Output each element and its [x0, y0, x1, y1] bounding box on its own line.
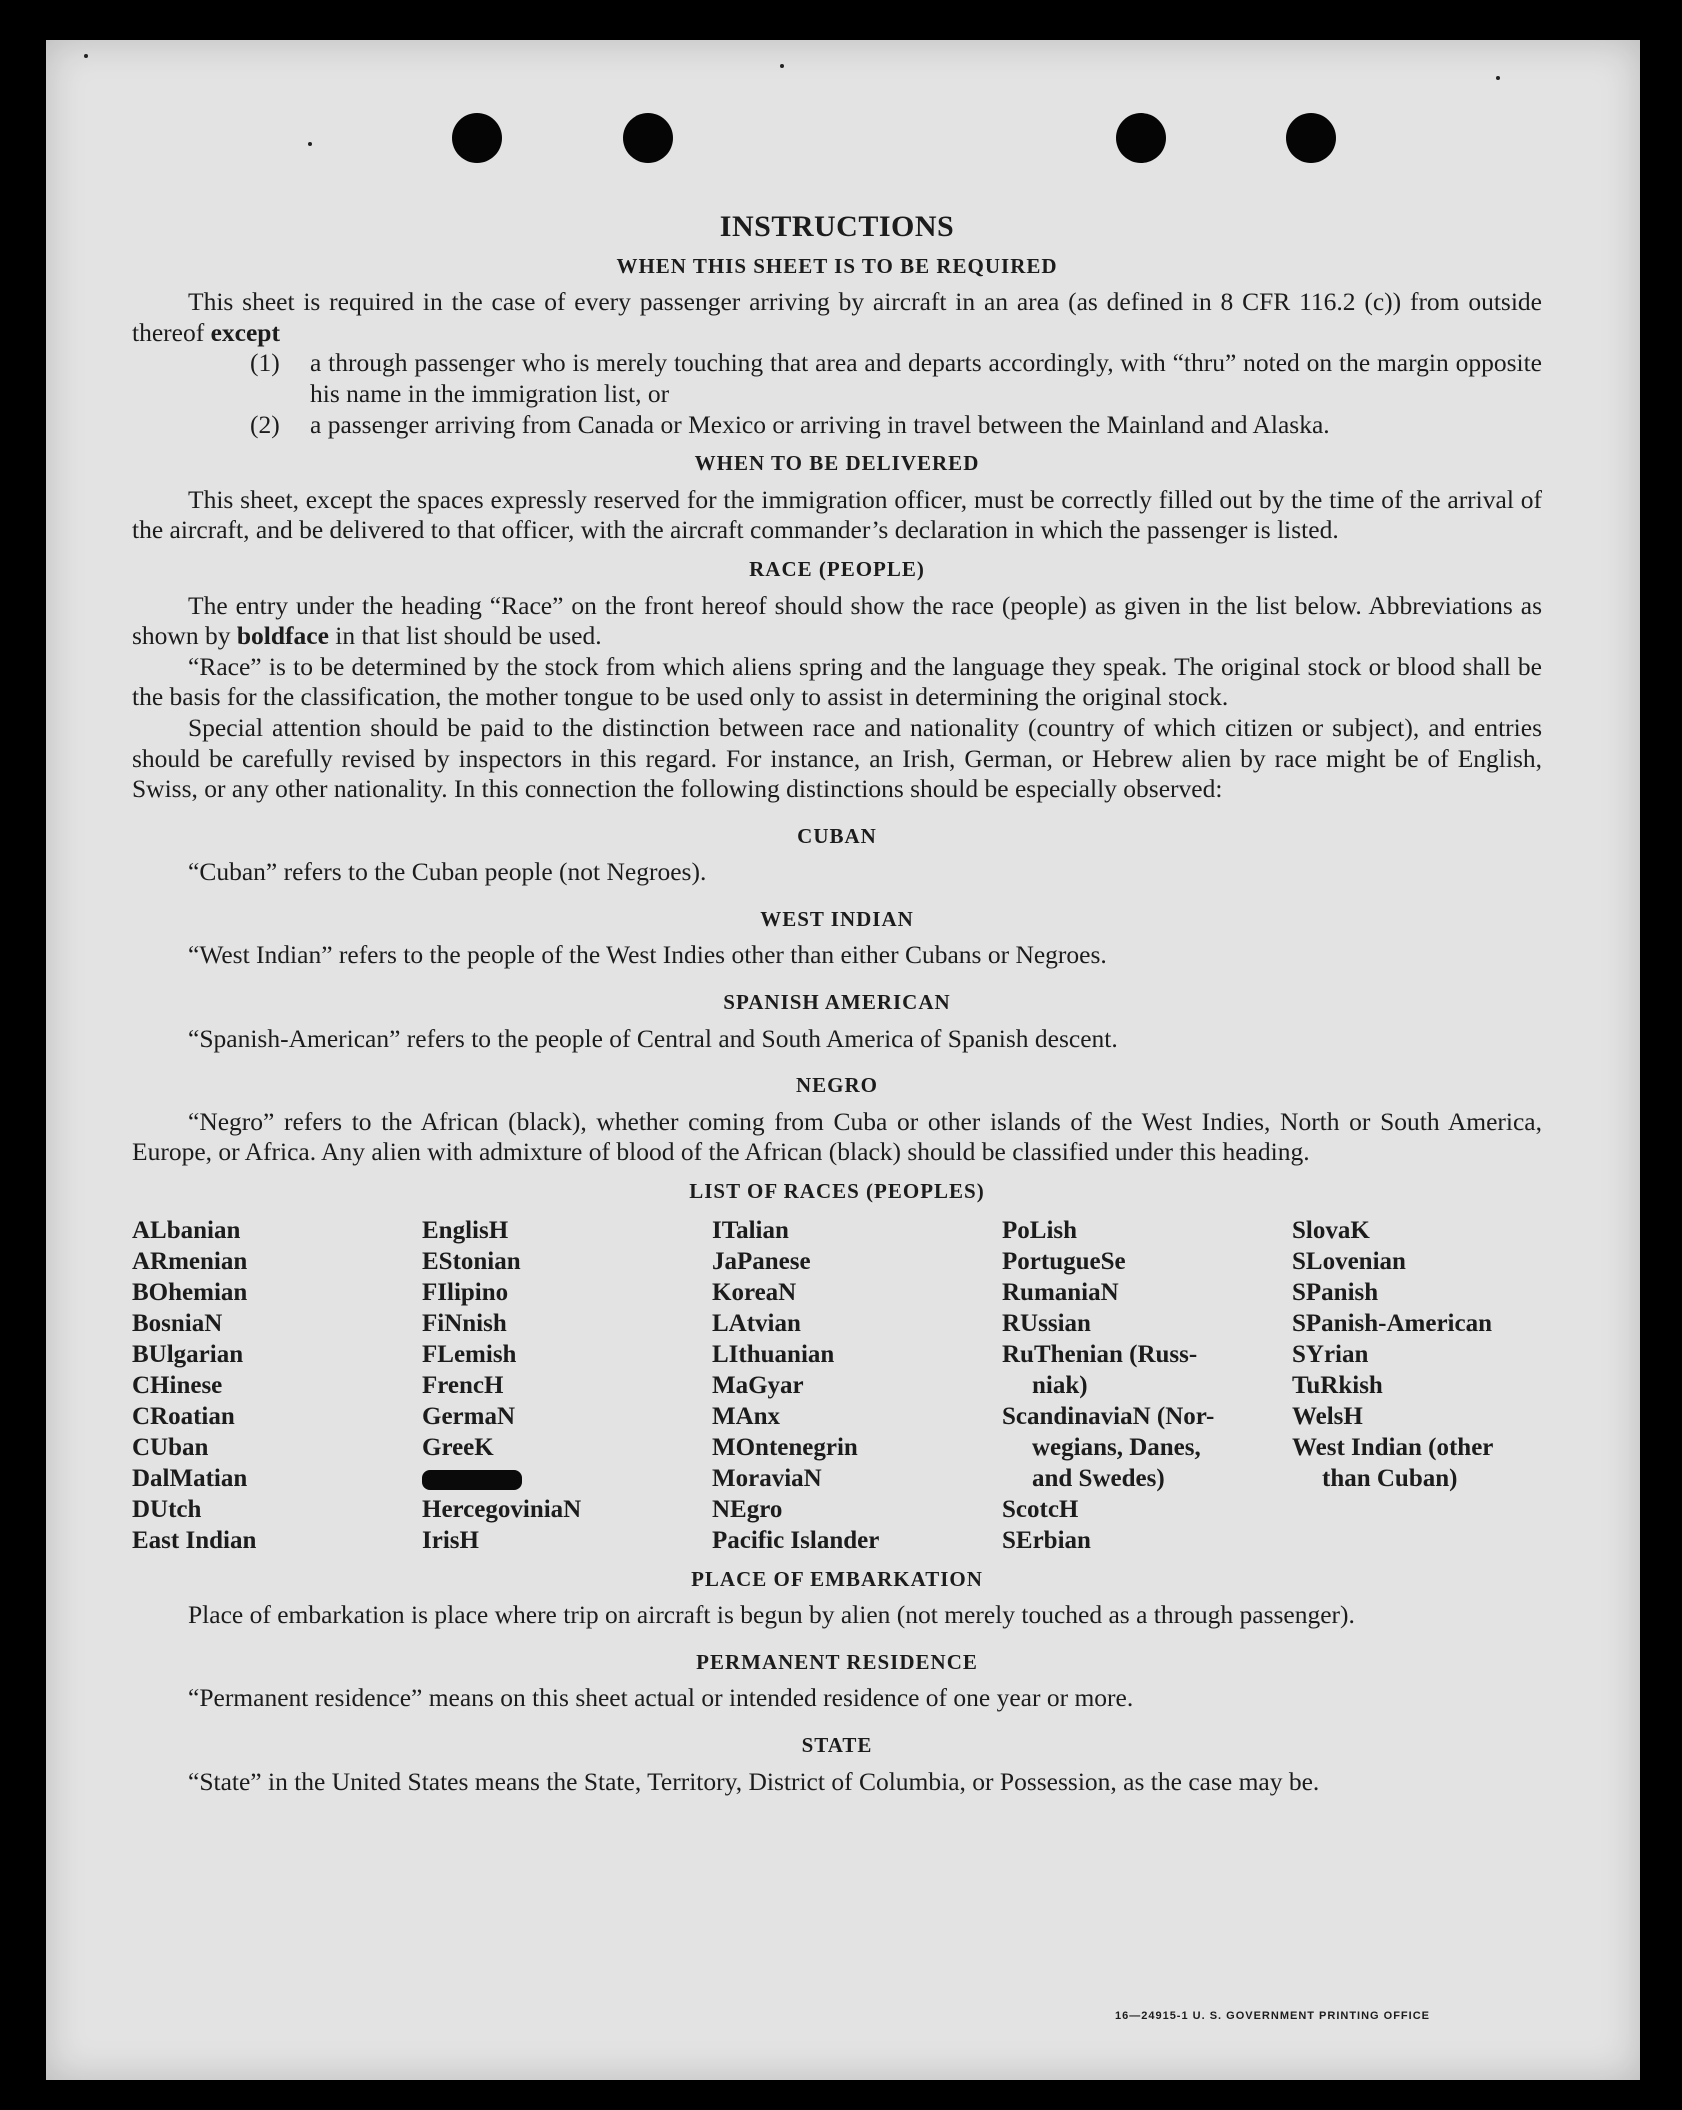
west-indian-text: “West Indian” refers to the people of the West Indies other than either Cubans or Negroes.: [188, 940, 1107, 970]
races-column-3: [712, 1215, 1002, 1556]
race-entry: GreeK: [422, 1433, 494, 1461]
heading-list-of-races: LIST OF RACES (PEOPLES): [689, 1179, 985, 1204]
punch-hole: [1286, 113, 1336, 163]
race-entry: RUssian: [1002, 1309, 1091, 1337]
printing-office-footer: 16—24915-1 U. S. GOVERNMENT PRINTING OFFICE: [1114, 2010, 1430, 2022]
race-entry: wegians, Danes,: [1032, 1433, 1201, 1461]
race-entry: JaPanese: [712, 1247, 811, 1275]
races-list: [132, 1215, 1542, 1556]
race-entry: NEgro: [712, 1495, 783, 1523]
redacted-entry: [422, 1463, 712, 1494]
race-entry: RuThenian (Russ-: [1002, 1340, 1198, 1368]
race-entry: LAtvian: [712, 1309, 801, 1337]
speck: [780, 64, 784, 68]
heading-cuban: CUBAN: [797, 823, 877, 848]
race-paragraph-2: “Race” is to be determined by the stock from which aliens spring and the language they speak. The original stock or blood shall be the basis for the classification, the mother tongue to be used only to assist in determining the original stock.: [132, 651, 1542, 712]
race-entry: ScandinaviaN (Nor-: [1002, 1402, 1215, 1430]
race-entry: BUlgarian: [132, 1340, 244, 1368]
race-entry: KoreaN: [712, 1278, 797, 1306]
cuban-text: “Cuban” refers to the Cuban people (not Negroes).: [188, 857, 707, 887]
race-entry: GermaN: [422, 1402, 516, 1430]
heading-embarkation: PLACE OF EMBARKATION: [691, 1566, 983, 1591]
race-entry: RumaniaN: [1002, 1278, 1119, 1306]
race-entry: FIlipino: [422, 1278, 509, 1306]
race-entry: MOntenegrin: [712, 1433, 858, 1461]
race-entry: SYrian: [1292, 1340, 1369, 1368]
races-column-1: [132, 1215, 422, 1556]
race-paragraph-3: Special attention should be paid to the distinction between race and nationality (country of which citizen or subject), and entries should be carefully revised by inspectors in this regard. For instance, an Irish, German, or Hebrew alien by race might be of English, Swiss, or any other nationality. In this connection the following distinctions should be especially observed:: [132, 712, 1542, 804]
race-entry: SLovenian: [1292, 1247, 1406, 1275]
race-entry: ITalian: [712, 1216, 789, 1244]
race-entry: niak): [1032, 1371, 1088, 1399]
punch-hole: [1116, 113, 1166, 163]
speck: [84, 54, 88, 58]
race-entry: ScotcH: [1002, 1495, 1079, 1523]
race-entry: East Indian: [132, 1526, 257, 1554]
heading-delivered: WHEN TO BE DELIVERED: [694, 451, 980, 476]
races-column-4: [1002, 1215, 1292, 1556]
heading-spanish-american: SPANISH AMERICAN: [723, 990, 951, 1015]
race-entry: HercegoviniaN: [422, 1495, 582, 1523]
race-entry: WelsH: [1292, 1402, 1363, 1430]
heading-race: RACE (PEOPLE): [749, 556, 925, 581]
race-entry: SPanish: [1292, 1278, 1379, 1306]
race-entry: BOhemian: [132, 1278, 248, 1306]
race-entry: MaGyar: [712, 1371, 804, 1399]
speck: [308, 142, 312, 146]
heading-residence: PERMANENT RESIDENCE: [696, 1649, 978, 1674]
race-entry: MoraviaN: [712, 1464, 822, 1492]
document-page: [46, 40, 1640, 2080]
race-paragraph-1: The entry under the heading “Race” on the front hereof should show the race (people) as given in the list below. Abbreviations as shown by boldface in that list should be used.: [132, 590, 1542, 651]
race-entry: CUban: [132, 1433, 209, 1461]
race-entry: CHinese: [132, 1371, 223, 1399]
instructions-body: [132, 212, 1542, 1797]
heading-negro: NEGRO: [795, 1073, 878, 1098]
race-entry: ARmenian: [132, 1247, 248, 1275]
heading-required: WHEN THIS SHEET IS TO BE REQUIRED: [616, 253, 1058, 278]
page-title: INSTRUCTIONS: [719, 210, 955, 243]
spanish-american-text: “Spanish-American” refers to the people of Central and South America of Spanish descent.: [188, 1023, 1118, 1053]
race-entry: FrencH: [422, 1371, 504, 1399]
race-entry: FiNnish: [422, 1309, 507, 1337]
race-entry: PortugueSe: [1002, 1247, 1126, 1275]
required-item: (1) a through passenger who is merely touching that area and departs accordingly, with “thru” noted on the margin opposite his name in the immigration list, or: [250, 348, 1542, 408]
race-entry: SPanish-American: [1292, 1309, 1492, 1337]
race-entry: DalMatian: [132, 1464, 248, 1492]
race-entry: and Swedes): [1032, 1464, 1165, 1492]
race-entry: IrisH: [422, 1526, 479, 1554]
race-entry: SErbian: [1002, 1526, 1091, 1554]
state-text: “State” in the United States means the State, Territory, District of Columbia, or Possession, as the case may be.: [188, 1766, 1320, 1796]
race-entry: DUtch: [132, 1495, 202, 1523]
race-entry: West Indian (other: [1292, 1433, 1494, 1461]
race-entry: TuRkish: [1292, 1371, 1383, 1399]
race-entry: LIthuanian: [712, 1340, 835, 1368]
races-column-5: [1292, 1215, 1542, 1556]
race-entry: than Cuban): [1322, 1464, 1458, 1492]
race-entry: EnglisH: [422, 1216, 509, 1244]
race-entry: CRoatian: [132, 1402, 235, 1430]
race-entry: ALbanian: [132, 1216, 241, 1244]
race-entry: EStonian: [422, 1247, 521, 1275]
speck: [1496, 76, 1500, 80]
races-column-2: [422, 1215, 712, 1556]
race-entry: BosniaN: [132, 1309, 223, 1337]
race-entry: MAnx: [712, 1402, 781, 1430]
race-entry: PoLish: [1002, 1216, 1078, 1244]
embarkation-text: Place of embarkation is place where trip on aircraft is begun by alien (not merely touched as a through passenger).: [188, 1600, 1355, 1630]
race-entry: Pacific Islander: [712, 1526, 880, 1554]
punch-hole: [452, 113, 502, 163]
race-entry: SlovaK: [1292, 1216, 1370, 1244]
residence-text: “Permanent residence” means on this sheet actual or intended residence of one year or more.: [188, 1683, 1134, 1713]
punch-hole: [623, 113, 673, 163]
required-item: (2) a passenger arriving from Canada or Mexico or arriving in travel between the Mainland and Alaska.: [250, 409, 1330, 439]
negro-text: “Negro” refers to the African (black), whether coming from Cuba or other islands of the West Indies, North or South America, Europe, or Africa. Any alien with admixture of blood of the African (black) should be classified under this heading.: [132, 1106, 1542, 1167]
delivered-text: This sheet, except the spaces expressly reserved for the immigration officer, must be correctly filled out by the time of the arrival of the aircraft, and be delivered to that officer, with the aircraft commander’s declaration in which the passenger is listed.: [132, 484, 1542, 545]
heading-state: STATE: [801, 1733, 873, 1757]
race-entry: FLemish: [422, 1340, 517, 1368]
required-intro: This sheet is required in the case of every passenger arriving by aircraft in an area (as defined in 8 CFR 116.2 (c)) from outside thereof except: [132, 287, 1542, 347]
heading-west-indian: WEST INDIAN: [760, 906, 914, 931]
